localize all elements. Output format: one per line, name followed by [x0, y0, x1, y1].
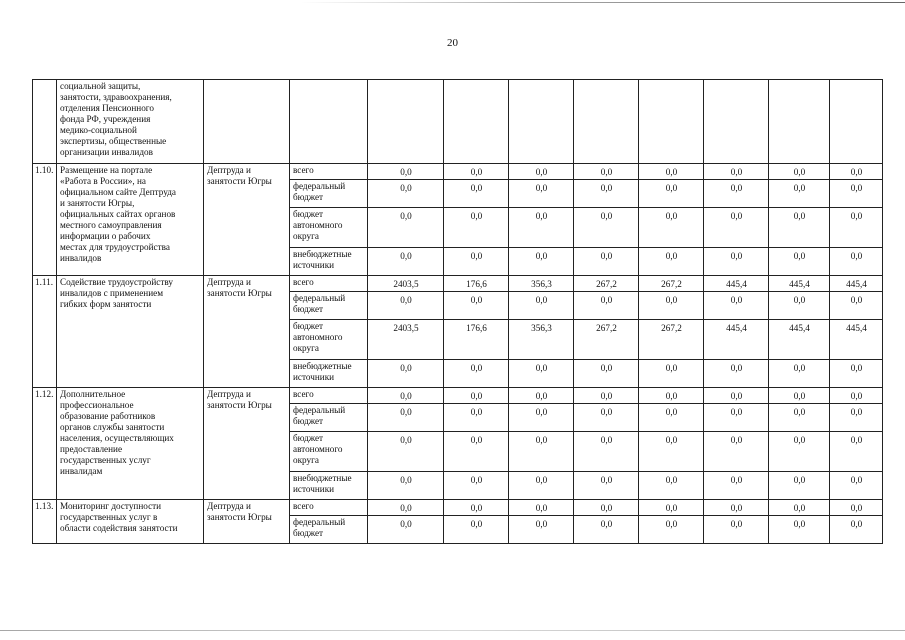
funding-value: 0,0: [830, 292, 883, 320]
row-number: 1.13.: [33, 500, 57, 544]
funding-value: 0,0: [509, 180, 574, 208]
funding-value: 0,0: [769, 180, 830, 208]
funding-value: 0,0: [444, 208, 509, 248]
empty-cell: [368, 80, 444, 164]
row-number: 1.11.: [33, 276, 57, 388]
funding-value: 0,0: [639, 500, 704, 516]
funding-value: 0,0: [509, 516, 574, 544]
funding-value: 0,0: [574, 248, 639, 276]
funding-value: 2403,5: [368, 320, 444, 360]
funding-value: 0,0: [368, 292, 444, 320]
funding-value: 0,0: [574, 472, 639, 500]
empty-cell: [444, 80, 509, 164]
funding-value: 0,0: [444, 360, 509, 388]
funding-value: 445,4: [830, 320, 883, 360]
funding-source-label: внебюджетные источники: [290, 360, 368, 388]
funding-source-label: федеральный бюджет: [290, 404, 368, 432]
funding-source-label: бюджет автономного округа: [290, 432, 368, 472]
funding-value: 0,0: [830, 472, 883, 500]
funding-value: 0,0: [368, 472, 444, 500]
funding-value: 445,4: [704, 276, 769, 292]
funding-value: 0,0: [769, 388, 830, 404]
row-number: 1.10.: [33, 164, 57, 276]
funding-value: 0,0: [769, 208, 830, 248]
funding-value: 0,0: [368, 432, 444, 472]
funding-value: 0,0: [574, 164, 639, 180]
funding-value: 0,0: [704, 292, 769, 320]
funding-value: 0,0: [574, 388, 639, 404]
funding-value: 0,0: [444, 404, 509, 432]
continuation-row: [33, 80, 883, 164]
funding-value: 0,0: [574, 208, 639, 248]
funding-value: 0,0: [368, 360, 444, 388]
funding-value: 0,0: [639, 432, 704, 472]
funding-value: 0,0: [769, 500, 830, 516]
funding-value: 0,0: [830, 516, 883, 544]
funding-value: 0,0: [574, 432, 639, 472]
funding-value: 0,0: [639, 472, 704, 500]
funding-value: 0,0: [368, 516, 444, 544]
funding-value: 445,4: [769, 276, 830, 292]
funding-value: 0,0: [368, 164, 444, 180]
funding-source-label: внебюджетные источники: [290, 248, 368, 276]
funding-value: 0,0: [830, 388, 883, 404]
funding-value: 0,0: [704, 360, 769, 388]
funding-value: 0,0: [509, 248, 574, 276]
funding-value: 0,0: [769, 360, 830, 388]
funding-value: 267,2: [639, 320, 704, 360]
funding-source-label: федеральный бюджет: [290, 292, 368, 320]
funding-value: 445,4: [769, 320, 830, 360]
funding-value: 0,0: [769, 248, 830, 276]
funding-value: 0,0: [509, 164, 574, 180]
funding-value: 0,0: [639, 516, 704, 544]
continuation-number-cell: [33, 80, 57, 164]
funding-value: 0,0: [509, 292, 574, 320]
funding-value: 0,0: [704, 208, 769, 248]
funding-value: 0,0: [574, 404, 639, 432]
funding-value: 0,0: [368, 208, 444, 248]
funding-value: 0,0: [444, 164, 509, 180]
program-table: [32, 79, 883, 544]
continuation-text: социальной защиты, занятости, здравоохранения, отделения Пенсионного фонда РФ, учреждения медико-социальной экспертизы, общественные организации инвалидов: [57, 80, 204, 164]
funding-value: 0,0: [830, 500, 883, 516]
funding-value: 0,0: [769, 432, 830, 472]
measure-name: Дополнительное профессиональное образование работников органов службы занятости населения, осуществляющих предоставление государственных услуг инвалидам: [57, 388, 204, 500]
funding-value: 0,0: [769, 292, 830, 320]
funding-value: 0,0: [368, 180, 444, 208]
funding-value: 0,0: [444, 432, 509, 472]
funding-value: 0,0: [509, 404, 574, 432]
funding-value: 176,6: [444, 276, 509, 292]
funding-value: 356,3: [509, 276, 574, 292]
funding-value: 0,0: [368, 388, 444, 404]
funding-value: 0,0: [830, 360, 883, 388]
scan-edge-top: [300, 2, 905, 3]
scan-edge-bottom: [0, 630, 905, 631]
empty-cell: [574, 80, 639, 164]
measure-name: Содействие трудоустройству инвалидов с применением гибких форм занятости: [57, 276, 204, 388]
funding-value: 0,0: [769, 472, 830, 500]
funding-value: 0,0: [639, 208, 704, 248]
funding-value: 0,0: [574, 500, 639, 516]
funding-value: 0,0: [704, 248, 769, 276]
page-number: 20: [447, 37, 458, 49]
funding-value: 0,0: [830, 164, 883, 180]
funding-value: 0,0: [704, 500, 769, 516]
row-number: 1.12.: [33, 388, 57, 500]
funding-value: 0,0: [830, 432, 883, 472]
measure-name: Размещение на портале «Работа в России», на официальном сайте Дептруда и занятости Югры, официальных сайтах органов местного самоуправления информации о рабочих местах для трудоустройства инвалидов: [57, 164, 204, 276]
funding-value: 0,0: [830, 180, 883, 208]
source-row: [33, 164, 883, 180]
funding-value: 0,0: [509, 208, 574, 248]
funding-value: 0,0: [574, 360, 639, 388]
funding-value: 0,0: [509, 500, 574, 516]
funding-source-label: всего: [290, 388, 368, 404]
funding-value: 0,0: [509, 360, 574, 388]
funding-value: 0,0: [830, 248, 883, 276]
funding-value: 0,0: [769, 404, 830, 432]
empty-cell: [769, 80, 830, 164]
empty-cell: [290, 80, 368, 164]
funding-value: 0,0: [639, 388, 704, 404]
source-row: [33, 388, 883, 404]
funding-value: 0,0: [704, 432, 769, 472]
funding-value: 267,2: [574, 320, 639, 360]
funding-source-label: внебюджетные источники: [290, 472, 368, 500]
funding-source-label: бюджет автономного округа: [290, 208, 368, 248]
funding-value: 0,0: [704, 388, 769, 404]
funding-value: 0,0: [769, 516, 830, 544]
funding-value: 0,0: [704, 164, 769, 180]
funding-source-label: всего: [290, 276, 368, 292]
funding-value: 0,0: [444, 248, 509, 276]
table-body: [33, 80, 883, 544]
measure-name: Мониторинг доступности государственных услуг в области содействия занятости: [57, 500, 204, 544]
source-row: [33, 500, 883, 516]
funding-value: 0,0: [639, 404, 704, 432]
funding-value: 0,0: [444, 292, 509, 320]
funding-value: 0,0: [769, 164, 830, 180]
executor: Дептруда и занятости Югры: [204, 276, 290, 388]
funding-value: 0,0: [444, 500, 509, 516]
funding-source-label: федеральный бюджет: [290, 180, 368, 208]
empty-cell: [830, 80, 883, 164]
executor: Дептруда и занятости Югры: [204, 388, 290, 500]
funding-value: 0,0: [444, 472, 509, 500]
executor: Дептруда и занятости Югры: [204, 500, 290, 544]
funding-value: 267,2: [574, 276, 639, 292]
funding-value: 0,0: [368, 500, 444, 516]
funding-value: 0,0: [639, 164, 704, 180]
empty-cell: [509, 80, 574, 164]
funding-value: 0,0: [830, 404, 883, 432]
funding-value: 0,0: [444, 388, 509, 404]
funding-value: 0,0: [444, 180, 509, 208]
funding-value: 0,0: [574, 292, 639, 320]
funding-source-label: федеральный бюджет: [290, 516, 368, 544]
empty-cell: [704, 80, 769, 164]
funding-source-label: всего: [290, 500, 368, 516]
funding-value: 0,0: [574, 516, 639, 544]
funding-value: 0,0: [704, 180, 769, 208]
funding-value: 0,0: [509, 432, 574, 472]
funding-value: 0,0: [704, 404, 769, 432]
funding-source-label: всего: [290, 164, 368, 180]
funding-value: 267,2: [639, 276, 704, 292]
funding-value: 0,0: [639, 292, 704, 320]
funding-value: 0,0: [444, 516, 509, 544]
funding-source-label: бюджет автономного округа: [290, 320, 368, 360]
funding-value: 0,0: [509, 472, 574, 500]
funding-value: 445,4: [704, 320, 769, 360]
funding-value: 356,3: [509, 320, 574, 360]
empty-cell: [639, 80, 704, 164]
funding-value: 2403,5: [368, 276, 444, 292]
funding-value: 176,6: [444, 320, 509, 360]
funding-value: 0,0: [368, 248, 444, 276]
funding-value: 0,0: [509, 388, 574, 404]
funding-value: 0,0: [704, 516, 769, 544]
source-row: [33, 276, 883, 292]
empty-cell: [204, 80, 290, 164]
funding-value: 0,0: [830, 208, 883, 248]
funding-value: 0,0: [639, 180, 704, 208]
funding-value: 0,0: [368, 404, 444, 432]
funding-value: 0,0: [639, 360, 704, 388]
funding-value: 0,0: [574, 180, 639, 208]
funding-value: 0,0: [639, 248, 704, 276]
executor: Дептруда и занятости Югры: [204, 164, 290, 276]
funding-value: 0,0: [704, 472, 769, 500]
funding-value: 445,4: [830, 276, 883, 292]
